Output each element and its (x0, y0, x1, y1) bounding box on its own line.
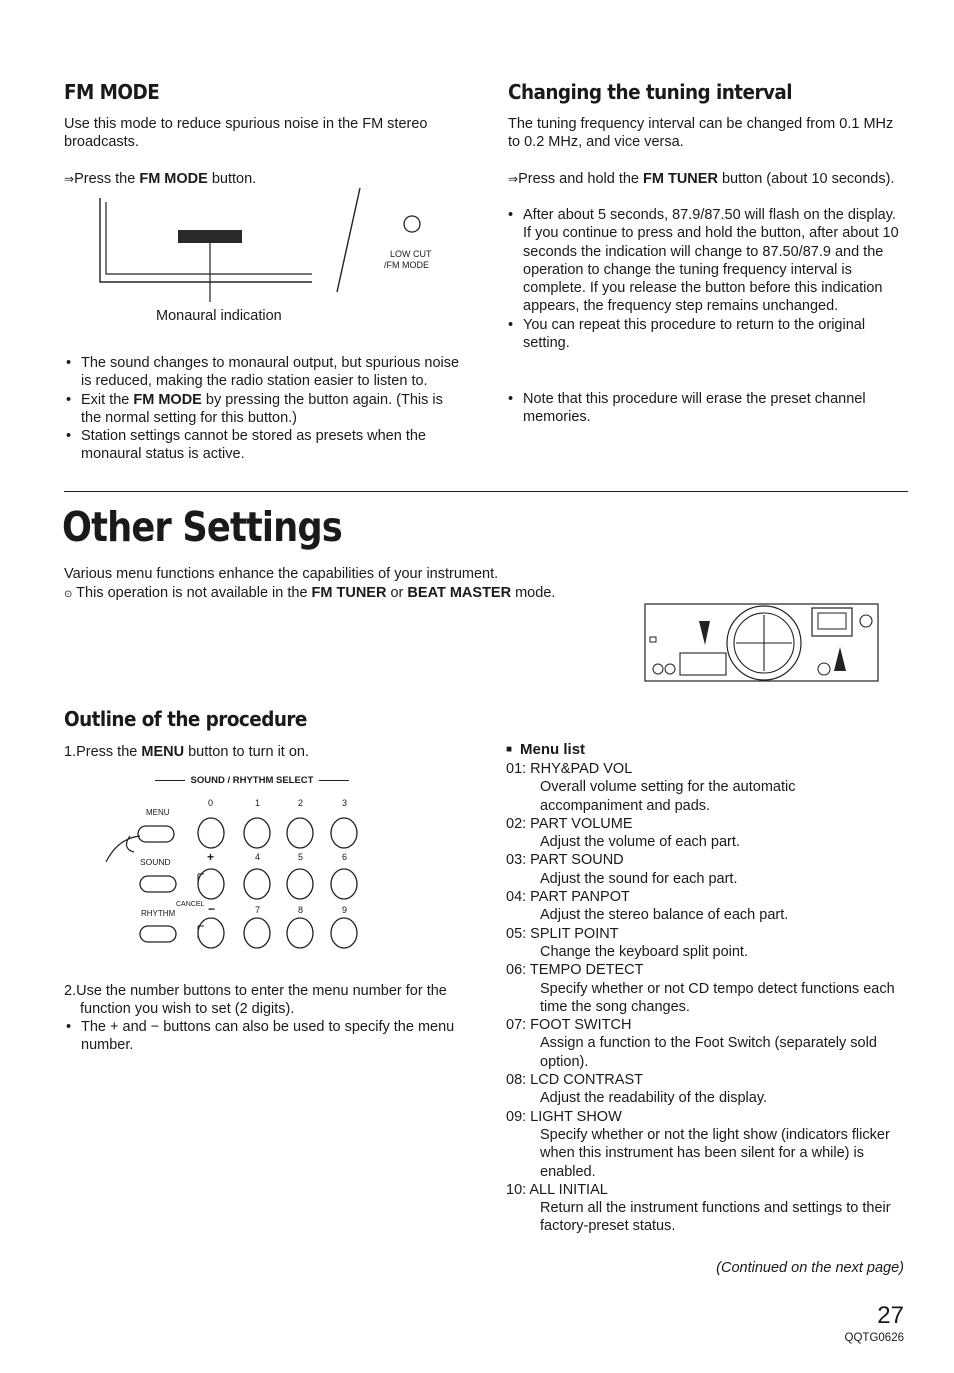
plus-button[interactable] (198, 869, 224, 899)
fm-mode-label: /FM MODE (384, 260, 429, 270)
arrow-right-icon: ⇒ (508, 172, 519, 186)
list-item: • After about 5 seconds, 87.9/87.50 will flash on the display. If you continue to press and hold the button, after about 10 seconds the indication will change to 87.50/87.9 and the operation to change the tuning frequency interval is complete. If you release the button before this indication appears, the frequency step remains unchanged. (506, 206, 908, 316)
document-code: QQTG0626 (844, 1332, 904, 1344)
number-buttons-illustration (100, 790, 370, 950)
button-label: − (208, 902, 216, 916)
menu-list-item: 03: PART SOUND Adjust the sound for each part. (506, 852, 738, 887)
menu-list-item: 04: PART PANPOT Adjust the stereo balance of each part. (506, 889, 789, 924)
sound-button[interactable] (140, 876, 176, 892)
note-icon: ⊙ (64, 589, 73, 600)
number-button[interactable] (244, 818, 270, 848)
button-label: + (207, 850, 215, 864)
fm-mode-heading: FM MODE (64, 80, 160, 104)
list-item: • Note that this procedure will erase the preset channel memories. (506, 390, 908, 427)
arrow-right-icon: ⇒ (64, 172, 75, 186)
number-button[interactable] (198, 818, 224, 848)
number-button[interactable] (244, 918, 270, 948)
monaural-indication-caption: Monaural indication (156, 308, 282, 324)
minus-button[interactable] (198, 918, 224, 948)
fm-mode-press-instruction: ⇒Press the FM MODE button. (64, 171, 257, 187)
menu-list-item: 02: PART VOLUME Adjust the volume of each part. (506, 815, 740, 851)
menu-list-item: 09: LIGHT SHOW Specify whether or not the light show (indicators flicker when this instrument has been silent for a while) is enabled. (506, 1108, 890, 1180)
rhythm-button[interactable] (140, 926, 176, 942)
menu-list-item: 10: ALL INITIAL Return all the instrument functions and settings to their factory-preset status. (506, 1181, 891, 1235)
cancel-label: CANCEL (176, 901, 205, 908)
square-bullet-icon: ■ (506, 744, 513, 755)
button-label: 8 (298, 905, 304, 915)
pointing-hand-icon (106, 836, 140, 862)
step-1: 1.Press the MENU button to turn it on. (64, 744, 310, 760)
section-divider (64, 491, 908, 492)
menu-list-item: 05: SPLIT POINT Change the keyboard split point. (506, 925, 748, 960)
tuning-press-instruction: ⇒Press and hold the FM TUNER button (about 10 seconds). (508, 171, 895, 187)
menu-list (506, 760, 896, 1236)
menu-label: MENU (146, 808, 170, 817)
button-label: 0 (208, 798, 214, 808)
other-settings-intro: Various menu functions enhance the capabilities of your instrument. (64, 566, 499, 582)
button-label: 9 (342, 905, 348, 915)
fm-mode-display-illustration (90, 188, 450, 306)
continued-note: (Continued on the next page) (716, 1260, 904, 1276)
tuning-bullet-list (506, 206, 908, 352)
menu-list-item: 01: RHY&PAD VOL Overall volume setting for the automatic accompaniment and pads. (506, 761, 796, 814)
rhythm-label: RHYTHM (141, 909, 176, 918)
other-settings-title: Other Settings (62, 503, 342, 551)
menu-list-item: 07: FOOT SWITCH Assign a function to the Foot Switch (separately sold option). (506, 1017, 877, 1070)
menu-list-heading: ■ Menu list (506, 741, 586, 758)
mono-indicator-text: MONO (276, 232, 306, 242)
low-cut-fm-mode-button[interactable] (404, 216, 420, 232)
step-2: 2.Use the number buttons to enter the menu number for the function you wish to set (2 digits). (64, 983, 447, 1018)
fm-mode-bullet-list (64, 354, 464, 464)
tuning-note-list (506, 390, 908, 427)
menu-list-item: 06: TEMPO DETECT Specify whether or not CD tempo detect functions each time the song changes. (506, 962, 895, 1015)
button-label: 4 (255, 852, 261, 862)
button-label: 1 (255, 798, 261, 808)
button-label: 7 (255, 905, 261, 915)
step-2-bullet-list (64, 1018, 464, 1055)
list-item: • You can repeat this procedure to return to the original setting. (506, 316, 908, 353)
instrument-panel-illustration (644, 603, 880, 683)
number-button[interactable] (331, 918, 357, 948)
page-number: 27 (877, 1302, 904, 1329)
down-arrow-icon (699, 621, 710, 645)
list-item: • The + and − buttons can also be used to specify the menu number. (64, 1018, 464, 1055)
low-cut-label: LOW CUT (390, 249, 432, 259)
sound-rhythm-select-title: SOUND / RHYTHM SELECT (142, 775, 362, 786)
up-arrow-icon (834, 647, 846, 671)
number-button[interactable] (331, 869, 357, 899)
mono-indicator-box (178, 230, 242, 243)
button-label: 6 (342, 852, 348, 862)
outline-heading: Outline of the procedure (64, 707, 307, 731)
tuning-intro: The tuning frequency interval can be changed from 0.1 MHz to 0.2 MHz, and vice versa. (508, 116, 894, 151)
number-button[interactable] (331, 818, 357, 848)
other-settings-note: ⊙ This operation is not available in the FM TUNER or BEAT MASTER mode. (64, 585, 556, 601)
number-button[interactable] (287, 869, 313, 899)
tuning-interval-heading: Changing the tuning interval (508, 80, 793, 104)
number-button[interactable] (244, 869, 270, 899)
fm-mode-intro: Use this mode to reduce spurious noise in the FM stereo broadcasts. (64, 116, 428, 151)
menu-list-item: 08: LCD CONTRAST Adjust the readability of the display. (506, 1072, 768, 1107)
sound-label: SOUND (140, 857, 171, 867)
menu-button[interactable] (138, 826, 174, 842)
button-label: 3 (342, 798, 348, 808)
button-label: 2 (298, 798, 304, 808)
list-item: • Exit the FM MODE by pressing the button again. (This is the normal setting for this button.) (64, 391, 464, 428)
number-button[interactable] (287, 918, 313, 948)
number-button[interactable] (287, 818, 313, 848)
list-item: • The sound changes to monaural output, but spurious noise is reduced, making the radio station easier to listen to. (64, 354, 464, 391)
list-item: • Station settings cannot be stored as presets when the monaural status is active. (64, 427, 464, 464)
button-label: 5 (298, 852, 304, 862)
